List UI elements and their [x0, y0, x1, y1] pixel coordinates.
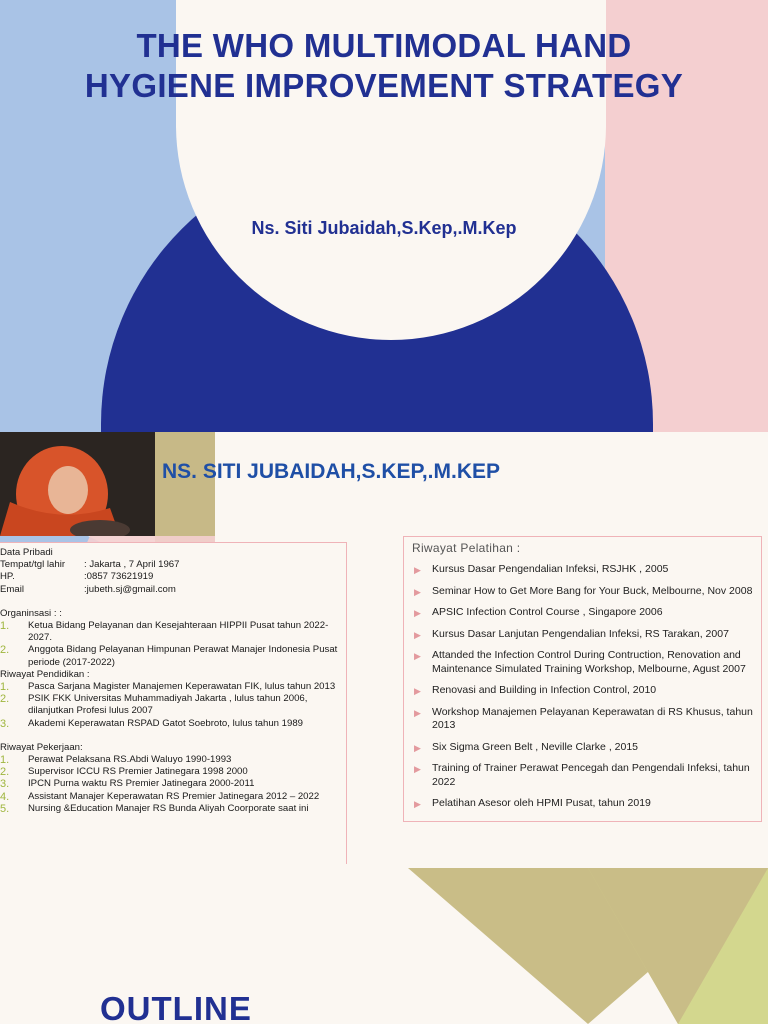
list-item: 2. Supervisor ICCU RS Premier Jatinegara 1998 2000 [0, 766, 248, 779]
author-name: Ns. Siti Jubaidah,S.Kep,.M.Kep [251, 218, 517, 238]
bullet-triangle-icon: ▶ [414, 629, 421, 640]
bullet-triangle-icon: ▶ [414, 742, 421, 753]
biodata-panel [0, 542, 347, 864]
info-value: : Jakarta , 7 April 1967 [84, 559, 180, 571]
profile-photo [0, 432, 155, 536]
outline-slide [0, 864, 768, 1024]
bullet-triangle-icon: ▶ [414, 799, 421, 809]
list-item: 2. Anggota Bidang Pelayanan Himpunan Perawat Manajer Indonesia Pusat periode (2017-2022) [0, 644, 338, 668]
info-row [0, 559, 346, 571]
info-label: HP. [0, 571, 15, 583]
list-item: 3. IPCN Purna waktu RS Premier Jatinegara 2000-2011 [0, 778, 255, 791]
list-item: ▶ Kursus Dasar Pengendalian Infeksi, RSJHK , 2005 [412, 563, 757, 577]
organisasi-title: Organinsasi : : [0, 607, 62, 619]
list-item: ▶ Attanded the Infection Control During Contruction, Renovation and Maintenance Simulated Training Workshop, Melbourne, Agust 2007 [414, 649, 746, 675]
list-item: ▶ Renovasi and Building in Infection Control, 2010 [412, 684, 757, 698]
info-row [0, 571, 346, 583]
list-item: 4. Assistant Manajer Keperawatan RS Premier Jatinegara 2012 – 2022 [0, 790, 320, 803]
list-item: ▶ Workshop Manajemen Pelayanan Keperawatan di RS Khusus, tahun 2013 [414, 705, 753, 731]
bullet-triangle-icon: ▶ [414, 651, 421, 661]
pekerjaan-title: Riwayat Pekerjaan: [0, 741, 83, 753]
list-item: ▶ APSIC Infection Control Course , Singapore 2006 [412, 606, 757, 620]
bullet-triangle-icon: ▶ [414, 608, 421, 618]
bullet-triangle-icon: ▶ [414, 686, 421, 696]
pendidikan-list [0, 681, 346, 730]
list-item: 2. PSIK FKK Universitas Muhammadiyah Jakarta , lulus tahun 2006, dilanjutkan Profesi lulus 2007 [0, 693, 308, 717]
list-item: 1. Pasca Sarjana Magister Manajemen Keperawatan FIK, lulus tahun 2013 [0, 681, 336, 694]
info-value: :0857 73621919 [84, 571, 154, 583]
list-item: 3. Akademi Keperawatan RSPAD Gatot Soebroto, lulus tahun 1989 [0, 717, 304, 730]
profile-slide [0, 432, 768, 864]
person-portrait-icon [0, 432, 155, 536]
list-item: ▶ Kursus Dasar Lanjutan Pengendalian Infeksi, RS Tarakan, 2007 [412, 628, 757, 642]
profile-heading: NS. SITI JUBAIDAH,S.KEP,.M.KEP [162, 460, 501, 483]
pekerjaan-list [0, 754, 346, 815]
title-slide [0, 0, 768, 432]
personal-data-title: Data Pribadi [0, 547, 53, 558]
list-item: 5. Nursing &Education Manajer RS Bunda Aliyah Coorporate saat ini [0, 802, 309, 815]
training-list [404, 563, 761, 811]
bullet-triangle-icon: ▶ [414, 707, 421, 718]
list-item: 1. Ketua Bidang Pelayanan dan Kesejahteraan HIPPII Pusat tahun 2022-2027. [0, 620, 329, 644]
outline-title: OUTLINE [100, 990, 252, 1024]
list-item: ▶ Pelatihan Asesor oleh HPMI Pusat, tahun 2019 [412, 797, 757, 811]
info-row [0, 584, 346, 596]
list-item: ▶ Six Sigma Green Belt , Neville Clarke , 2015 [412, 741, 757, 755]
info-label: Email [0, 583, 24, 595]
training-panel [403, 536, 762, 822]
bullet-triangle-icon: ▶ [414, 565, 421, 575]
list-item: ▶ Training of Trainer Perawat Pencegah dan Pengendali Infeksi, tahun 2022 [414, 762, 750, 788]
training-title: Riwayat Pelatihan : [412, 541, 521, 555]
list-item: 1. Perawat Pelaksana RS.Abdi Waluyo 1990-1993 [0, 754, 232, 767]
organisasi-list [0, 620, 346, 669]
slide-title: THE WHO MULTIMODAL HAND HYGIENE IMPROVEMENT STRATEGY [84, 27, 684, 104]
bullet-triangle-icon: ▶ [414, 586, 421, 597]
pendidikan-title: Riwayat Pendidikan : [0, 668, 90, 680]
bullet-triangle-icon: ▶ [414, 764, 421, 774]
list-item: ▶ Seminar How to Get More Bang for Your Buck, Melbourne, Nov 2008 [412, 585, 757, 599]
email-value: :jubeth.sj@gmail.com [84, 583, 176, 595]
info-label: Tempat/tgl lahir [0, 559, 66, 571]
